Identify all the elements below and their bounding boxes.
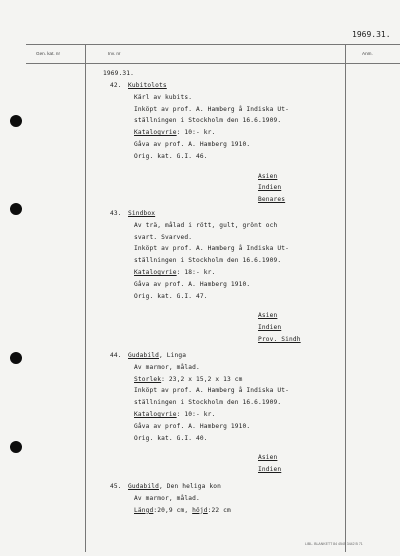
provenance-tag: Indien xyxy=(258,184,282,192)
provenance-tag: Prov. Sindh xyxy=(258,336,301,343)
field-value: svart. Svarved. xyxy=(134,233,193,241)
entry-line xyxy=(134,435,208,442)
entry-line xyxy=(134,257,281,264)
field-value: Av marmor, målad. xyxy=(134,494,200,502)
entry-line xyxy=(134,495,200,502)
field-value: ställningen i Stockholm den 16.6.1909. xyxy=(134,117,282,125)
provenance-tag: Benares xyxy=(258,196,286,204)
entry-title-rest: , Linga xyxy=(159,352,187,359)
punch-hole xyxy=(10,352,22,364)
header-top-rule xyxy=(26,44,400,45)
field-value: Gåva av prof. A. Hamberg 1910. xyxy=(134,141,251,148)
punch-hole xyxy=(10,115,22,127)
entry-line xyxy=(134,293,208,300)
entry-line xyxy=(134,387,289,394)
entry-number: 43. xyxy=(110,210,122,217)
entry-number: 45. xyxy=(110,483,122,490)
field-label: Katalogvrie xyxy=(134,129,177,137)
entry-title xyxy=(128,82,167,89)
entry-line xyxy=(134,364,200,371)
page-number: 1969.31. xyxy=(352,30,391,39)
entry-line xyxy=(134,141,250,148)
provenance-tag: Indien xyxy=(258,466,282,474)
field-value: Av trä, målad i rött, gult, grönt och xyxy=(134,221,278,229)
entry-line xyxy=(134,507,231,514)
entry-title-underlined: Gudabild xyxy=(128,352,160,359)
field-value: Av marmor, målad. xyxy=(134,363,200,371)
field-label: Längd xyxy=(134,506,154,514)
entry-line xyxy=(134,94,192,101)
field-value: :20,9 cm, xyxy=(153,506,193,514)
entry-title-rest: , Den heliga kon xyxy=(159,483,222,490)
field-label: höjd xyxy=(192,506,208,514)
entry-title xyxy=(128,352,186,359)
column-header-gen-kat-nr: Gen. kat. nr xyxy=(36,51,61,56)
field-value: Inköpt av prof. A. Hamberg å Indiska Ut- xyxy=(134,105,290,113)
field-value: Orig. kat. G.I. 47. xyxy=(134,292,208,300)
field-label: Katalogvrie xyxy=(134,269,177,276)
entry-line xyxy=(134,222,277,229)
field-value: Inköpt av prof. A. Hamberg å Indiska Ut- xyxy=(134,245,290,253)
entry-line xyxy=(134,117,281,124)
entry-line xyxy=(134,106,289,113)
entry-line xyxy=(134,376,243,383)
field-value: : 10:- kr. xyxy=(176,129,216,137)
column-divider-1 xyxy=(85,44,86,552)
field-value: Gåva av prof. A. Hamberg 1910. xyxy=(134,422,251,430)
series-number: 1969.31. xyxy=(103,70,135,77)
entry-line xyxy=(134,423,250,430)
field-value: : 23,2 x 15,2 x 13 cm xyxy=(161,375,243,383)
entry-number: 44. xyxy=(110,352,122,359)
punch-hole xyxy=(10,203,22,215)
punch-hole xyxy=(10,441,22,453)
provenance-tag: Asien xyxy=(258,312,278,320)
field-value: Orig. kat. G.I. 46. xyxy=(134,152,208,160)
entry-title xyxy=(128,210,155,217)
entry-line xyxy=(134,281,250,288)
column-header-anm: Anm. xyxy=(362,51,373,56)
field-value: ställningen i Stockholm den 16.6.1909. xyxy=(134,257,282,265)
field-value: Orig. kat. G.I. 40. xyxy=(134,434,208,442)
entry-line xyxy=(134,269,215,276)
header-bottom-rule xyxy=(26,63,400,64)
footer-form-code: LIBL. BLANKETT 84 4545 3442 B 71 xyxy=(305,542,363,546)
field-value: : 10:- kr. xyxy=(176,411,216,418)
field-value: :22 cm xyxy=(207,506,231,514)
column-header-inv-nr: Inv. nr xyxy=(108,51,121,56)
field-label: Storlek xyxy=(134,375,162,383)
entry-line xyxy=(134,399,281,406)
provenance-tag: Indien xyxy=(258,324,282,332)
provenance-tag: Asien xyxy=(258,172,278,180)
entry-line xyxy=(134,245,289,252)
field-value: : 18:- kr. xyxy=(176,269,216,276)
field-value: Kärl av kubits. xyxy=(134,93,193,101)
entry-title-underlined: Gudabild xyxy=(128,483,160,490)
field-label: Katalogvrie xyxy=(134,411,177,418)
entry-line xyxy=(134,153,208,160)
entry-line xyxy=(134,234,192,241)
provenance-tag: Asien xyxy=(258,454,278,462)
field-value: ställningen i Stockholm den 16.6.1909. xyxy=(134,399,282,407)
column-divider-2 xyxy=(345,44,346,552)
entry-line xyxy=(134,411,215,418)
field-value: Gåva av prof. A. Hamberg 1910. xyxy=(134,280,251,288)
field-value: Inköpt av prof. A. Hamberg å Indiska Ut- xyxy=(134,387,290,395)
entry-title xyxy=(128,483,221,490)
entry-line xyxy=(134,129,215,136)
entry-title-underlined: Sindbox xyxy=(128,210,156,217)
entry-number: 42. xyxy=(110,82,122,89)
entry-title-underlined: Kubitolots xyxy=(128,82,167,89)
